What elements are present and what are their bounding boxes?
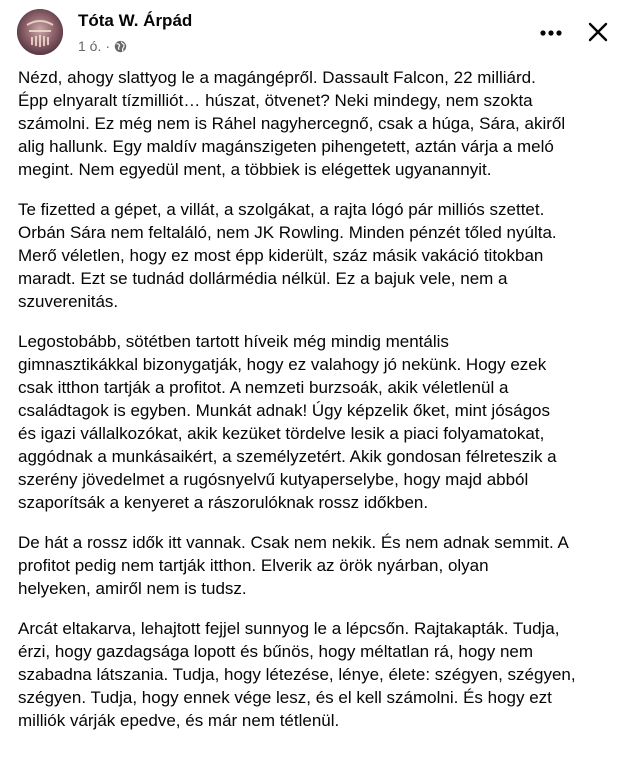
text-line: szabadna látszania. Tudja, hogy létezése, lénye, élete: szégyen, szégyen, [18,665,576,684]
post-meta [78,38,127,54]
text-line: alig hallunk. Egy maldív magánszigeten pihengetett, aztán várja a meló [18,137,554,156]
text-line: aggódnak a munkásaikért, a személyzetért. Akik gondosan félreteszik a [18,447,557,466]
text-line: Orbán Sára nem feltaláló, nem JK Rowling. Minden pénzét tőled nyúlta. [18,223,557,242]
paragraph [18,198,626,313]
text-line: csak itthon tartják a profitot. A nemzeti burzsoák, akik véletlenül a [18,378,509,397]
text-line: milliók várják epedve, és már nem tétlenül. [18,711,340,730]
close-icon [587,21,609,43]
text-line: Nézd, ahogy slattyog le a magángépről. Dassault Falcon, 22 milliárd. [18,68,536,87]
text-line: maradt. Ezt se tudnád dollármédia nélkül. Ez a bajuk vele, nem a [18,269,508,288]
text-line: érzi, hogy gazdagsága lopott és bűnös, hogy méltatlan rá, hogy nem [18,642,534,661]
text-line: szuverenitás. [18,292,119,311]
close-button[interactable] [582,16,614,48]
text-line: profitot pedig nem tartják itthon. Elverik az örök nyárban, olyan [18,556,489,575]
avatar[interactable] [17,9,63,55]
post-body [18,66,626,749]
text-line: és igazi vállalkozókat, akik kezüket tördelve lesik a piaci folyamatokat, [18,424,545,443]
text-line: helyeken, amiről nem is tudsz. [18,579,247,598]
text-line: Te fizetted a gépet, a villát, a szolgákat, a rajta lógó pár milliós szettet. [18,200,545,219]
text-line: számolni. Ez még nem is Ráhel nagyhercegnő, csak a húga, Sára, akiről [18,114,566,133]
post-header [0,0,640,64]
text-line: szaporítsák a kenyeret a rászorulóknak rossz időkben. [18,493,429,512]
text-line: Merő véletlen, hogy ez most épp kiderült, száz másik vakáció titokban [18,246,544,265]
globe-icon[interactable] [114,40,127,53]
post-time[interactable]: 1 ó. [78,38,102,54]
text-line: megint. Nem egyedül ment, a többiek is elégettek ugyanannyit. [18,160,492,179]
text-line: Épp elnyaralt tízmilliót… húszat, ötvenet? Neki mindegy, nem szokta [18,91,533,110]
paragraph [18,66,626,181]
more-dots-icon [539,29,563,37]
text-line: Arcát eltakarva, lehajtott fejjel sunnyog le a lépcsőn. Rajtakapták. Tudja, [18,619,560,638]
more-options-button[interactable] [534,18,568,48]
text-line: gimnasztikákkal bizonygatják, hogy ez valahogy jó nekünk. Hogy ezek [18,355,547,374]
text-line: Legostobább, sötétben tartott híveik még mindig mentális [18,332,449,351]
author-name[interactable]: Tóta W. Árpád [78,11,193,30]
text-line: szégyen. Tudja, hogy ennek vége lesz, és el kell számolni. És hogy ezt [18,688,552,707]
paragraph [18,531,626,600]
text-line: családtagok is egyben. Munkát adnak! Úgy képzelik őket, mint jóságos [18,401,551,420]
paragraph [18,330,626,514]
meta-separator: · [105,38,111,54]
text-line: szerény jövedelmet a rugósnyelvű kutyaperselybe, hogy majd abból [18,470,529,489]
text-line: De hát a rossz idők itt vannak. Csak nem nekik. És nem adnak semmit. A [18,533,569,552]
paragraph [18,617,626,732]
